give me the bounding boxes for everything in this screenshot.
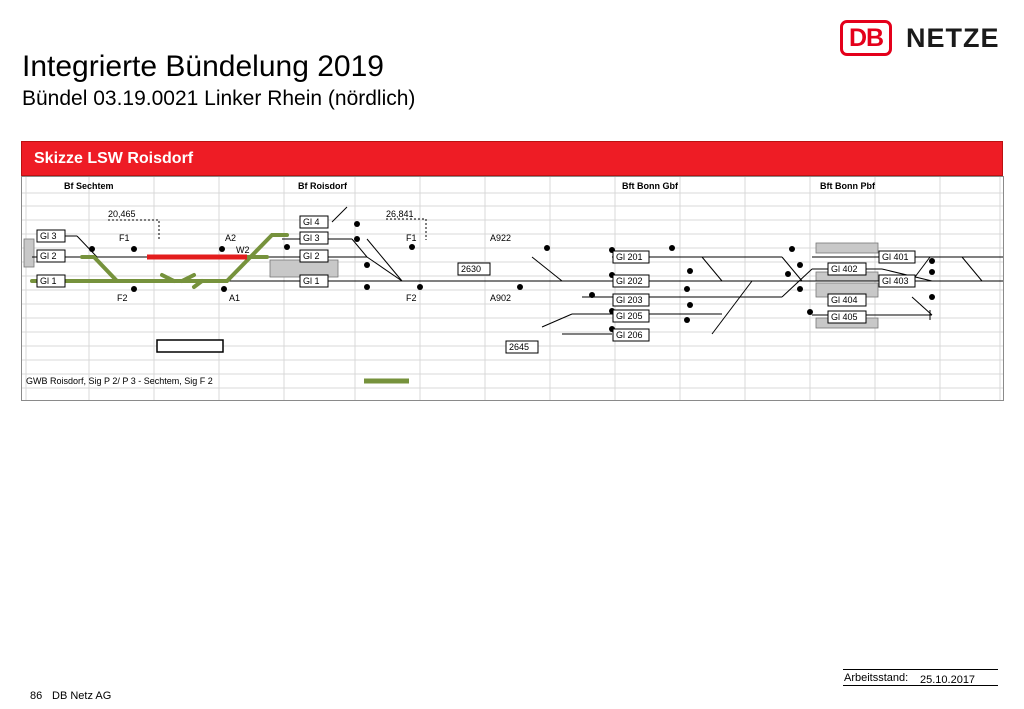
station-roisdorf: Bf Roisdorf: [298, 181, 347, 191]
company-name: DB Netz AG: [52, 690, 112, 702]
track-sechtem-gl1: Gl 1: [40, 276, 57, 286]
signal-a1: A1: [229, 293, 241, 303]
db-logo-mark: DB: [840, 20, 892, 56]
km-roisdorf: 26,841: [386, 209, 414, 219]
track-sechtem-gl3: Gl 3: [40, 231, 57, 241]
km-sechtem: 20,465: [108, 209, 136, 219]
footer-rule-top: [843, 669, 998, 670]
track-bonn-gl205: Gl 205: [616, 311, 643, 321]
signal-f2-roisdorf: F2: [406, 293, 417, 303]
track-diagram: [22, 177, 1004, 401]
track-pbf-gl405: Gl 405: [831, 312, 858, 322]
db-netze-logo: [840, 20, 1005, 60]
station-sechtem: Bf Sechtem: [64, 181, 114, 191]
section-banner: [21, 141, 1003, 176]
page-subtitle: Bündel 03.19.0021 Linker Rhein (nördlich): [22, 87, 416, 110]
station-bonn-pbf: Bft Bonn Pbf: [820, 181, 875, 191]
track-bonn-gl201: Gl 201: [616, 252, 643, 262]
route-highlight: [32, 235, 287, 287]
track-bonn-gl202: Gl 202: [616, 276, 643, 286]
legend-box: [157, 340, 223, 352]
signal-w2: W2: [236, 245, 250, 255]
station-bonn-gbf: Bft Bonn Gbf: [622, 181, 678, 191]
track-pbf-gl401: Gl 401: [882, 252, 909, 262]
track-sketch: [21, 176, 1004, 401]
signal-a902: A902: [490, 293, 512, 303]
signal-f2-sechtem: F2: [117, 293, 128, 303]
line-number-2630: 2630: [461, 264, 482, 274]
line-number-2645: 2645: [509, 342, 530, 352]
arbeitsstand-label: Arbeitsstand:: [844, 672, 909, 684]
track-bonn-gl206: Gl 206: [616, 330, 643, 340]
signal-a2: A2: [225, 233, 237, 243]
page-title: Integrierte Bündelung 2019: [22, 50, 384, 83]
track-pbf-gl403: Gl 403: [882, 276, 909, 286]
netze-logo-text: NETZE: [906, 23, 1000, 53]
arbeitsstand-date: 25.10.2017: [920, 674, 976, 686]
signal-f1-sechtem: F1: [119, 233, 130, 243]
track-sechtem-gl2: Gl 2: [40, 251, 57, 261]
track-roisdorf-gl4: Gl 4: [303, 217, 320, 227]
track-pbf-gl402: Gl 402: [831, 264, 858, 274]
km-markers: [108, 219, 426, 240]
signal-a922: A922: [490, 233, 512, 243]
page-number: 86: [30, 690, 43, 702]
track-roisdorf-gl2: Gl 2: [303, 251, 320, 261]
signal-f1-roisdorf: F1: [406, 233, 417, 243]
track-roisdorf-gl1: Gl 1: [303, 276, 320, 286]
legend-text: GWB Roisdorf, Sig P 2/ P 3 - Sechtem, Sig F 2: [26, 376, 213, 386]
section-banner-label: Skizze LSW Roisdorf: [34, 150, 194, 167]
track-bonn-gl203: Gl 203: [616, 295, 643, 305]
track-roisdorf-gl3: Gl 3: [303, 233, 320, 243]
track-pbf-gl404: Gl 404: [831, 295, 858, 305]
